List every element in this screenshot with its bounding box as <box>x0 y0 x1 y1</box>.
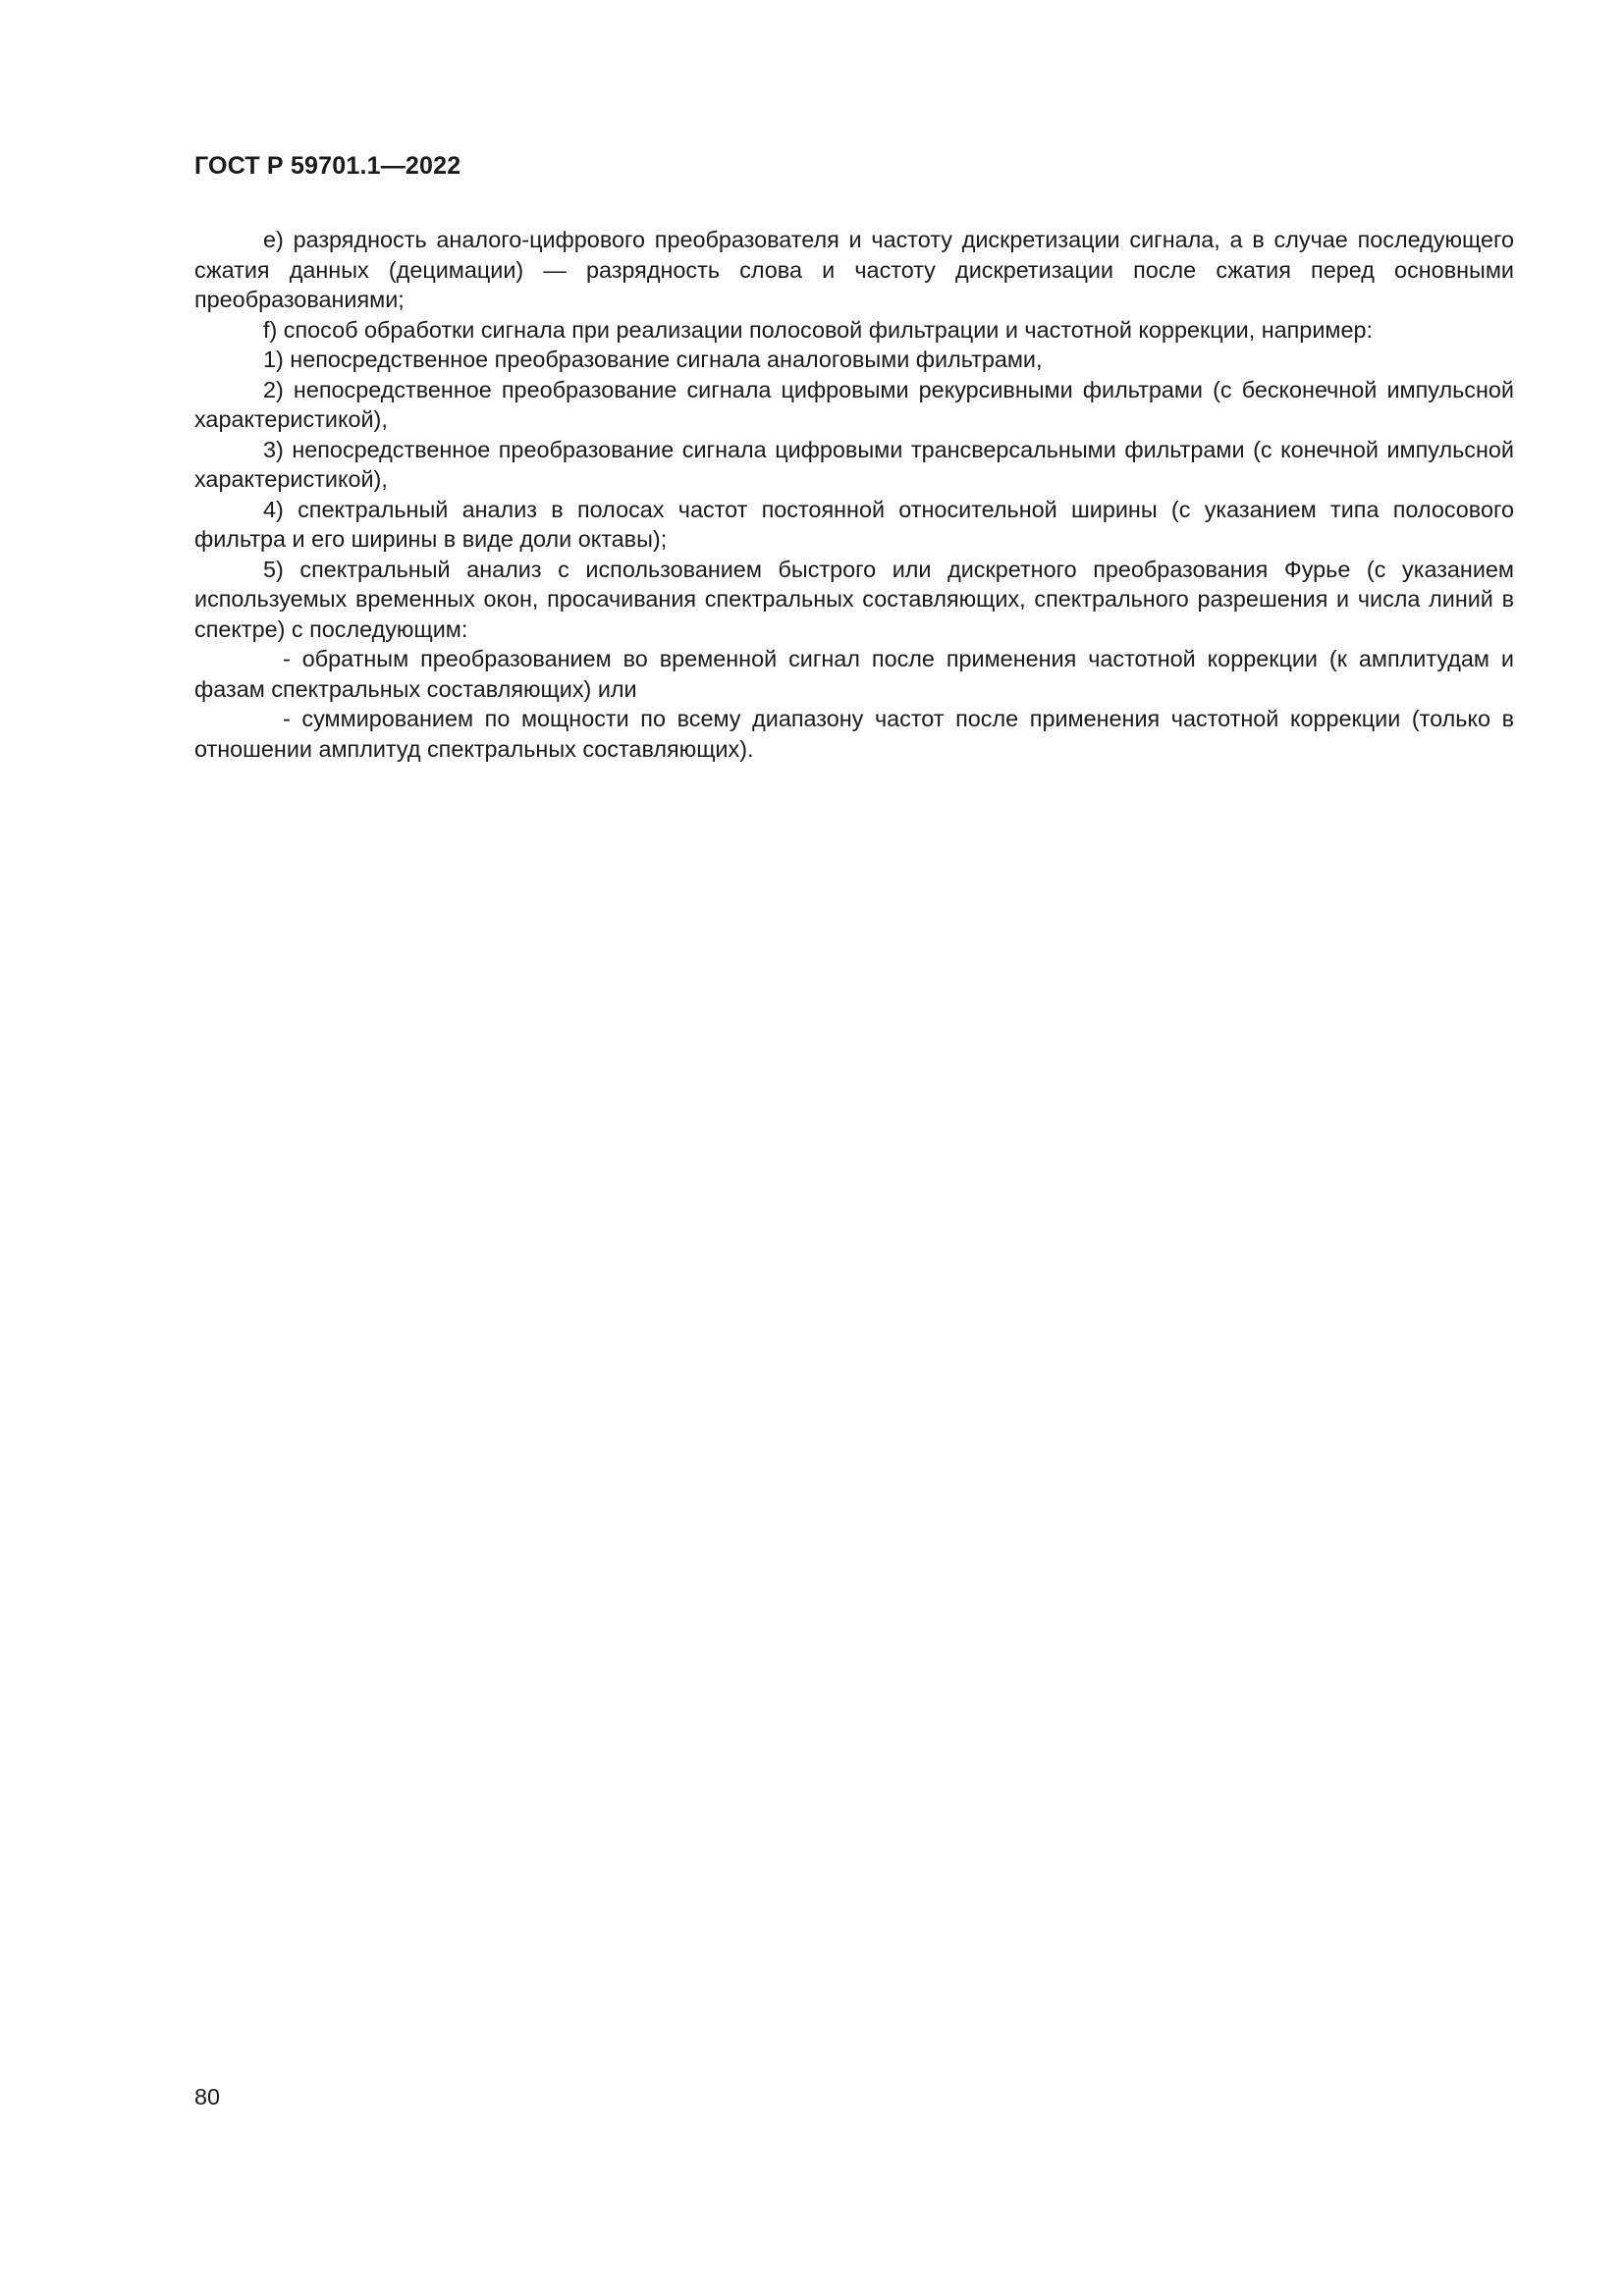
list-item-5: 5) спектральный анализ с использованием быстрого или дискретного преобразования Фурье (с указанием используемых временных окон, просачивания спектральных составляющих, спектрального разрешения и числа линий в спектре) с последующим: <box>194 556 1514 642</box>
document-header: ГОСТ Р 59701.1—2022 <box>194 152 461 180</box>
dash-item-power-summation: - суммированием по мощности по всему диапазону частот после применения частотной коррекции (только в отношении амплитуд спектральных составляющих). <box>194 706 1514 762</box>
list-item-3: 3) непосредственное преобразование сигнала цифровыми трансверсальными фильтрами (с конечной импульсной характеристикой), <box>194 436 1514 492</box>
list-item-4: 4) спектральный анализ в полосах частот постоянной относительной ширины (с указанием типа полосового фильтра и его ширины в виде доли октавы); <box>194 496 1514 552</box>
dash-item-inverse-transform: - обратным преобразованием во временной сигнал после применения частотной коррекции (к амплитудам и фазам спектральных составляющих) или <box>194 646 1514 702</box>
body-text <box>194 225 1514 764</box>
list-item-2: 2) непосредственное преобразование сигнала цифровыми рекурсивными фильтрами (с бесконечной импульсной характеристикой), <box>194 376 1514 432</box>
paragraph-f: f) способ обработки сигнала при реализации полосовой фильтрации и частотной коррекции, например: <box>263 316 1373 343</box>
paragraph-e: е) разрядность аналого-цифрового преобразователя и частоту дискретизации сигнала, а в случае последующего сжатия данных (децимации) — разрядность слова и частоту дискретизации после сжатия перед основными преобразованиями; <box>194 227 1514 312</box>
page-number: 80 <box>194 2084 221 2109</box>
list-item-1: 1) непосредственное преобразование сигнала аналоговыми фильтрами, <box>263 347 1043 372</box>
